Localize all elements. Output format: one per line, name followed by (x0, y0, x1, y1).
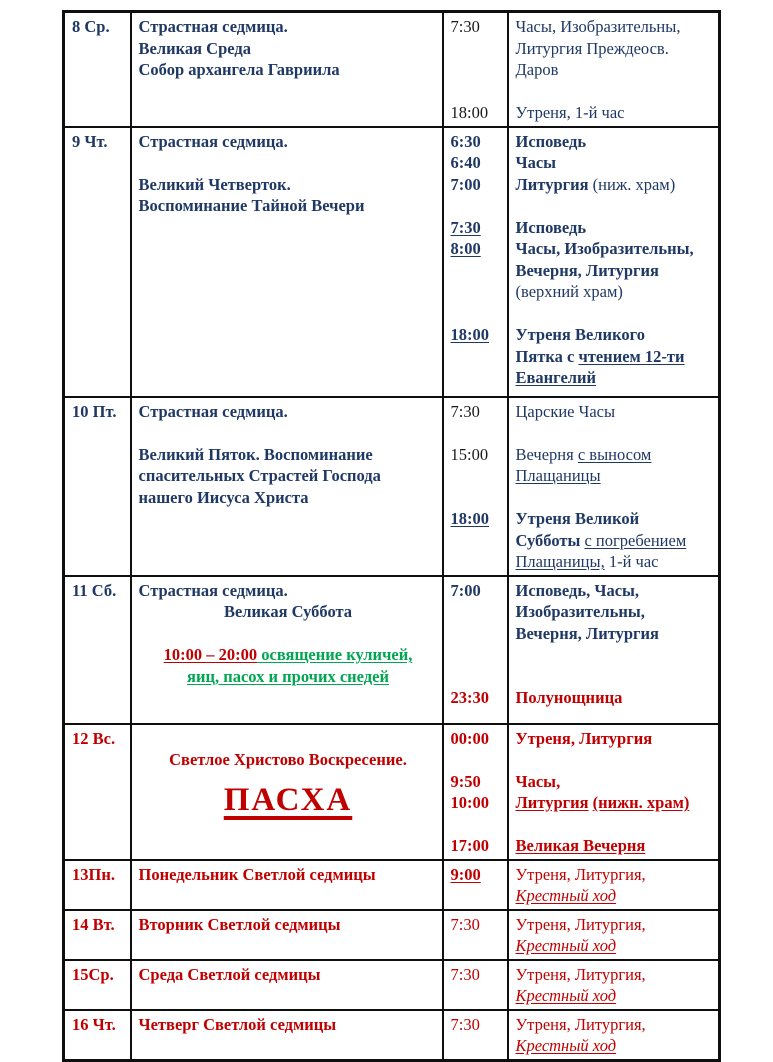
description-cell (131, 860, 443, 910)
description-cell (131, 127, 443, 397)
text-run: Литургия (515, 793, 589, 812)
text-run: Великая Суббота (223, 602, 353, 621)
text-run: Утреня, Литургия (515, 728, 653, 748)
text-line (451, 687, 503, 709)
text-line (72, 728, 126, 750)
text-run: 7:30 (450, 217, 481, 237)
text-line (516, 792, 715, 814)
text-run: Часы, (515, 771, 561, 791)
text-line (516, 16, 715, 38)
description-cell (131, 12, 443, 127)
text-run: Полунощница (515, 688, 623, 707)
text-line (451, 508, 503, 530)
text-run: Крестный ход (515, 886, 617, 905)
text-line (451, 728, 503, 750)
text-run: Часы (515, 153, 557, 172)
text-run: Страстная седмица. (138, 401, 288, 421)
text-line (139, 16, 438, 38)
text-line (516, 601, 715, 623)
text-run: 13Пн. (72, 864, 115, 884)
date-cell (64, 910, 131, 960)
description-cell (131, 910, 443, 960)
text-run: Страстная седмица. (138, 580, 288, 600)
text-line (139, 623, 438, 645)
text-run: 23:30 (450, 688, 489, 707)
text-run: Четверг Светлой седмицы (138, 1014, 337, 1034)
text-run: Утреня Великой (515, 509, 640, 528)
text-line (139, 601, 438, 623)
text-line (139, 749, 438, 771)
text-line (451, 835, 503, 857)
text-run: 8:00 (450, 239, 481, 258)
text-line (451, 914, 503, 936)
date-cell (64, 576, 131, 724)
text-run: Евангелий (515, 368, 597, 387)
service-cell (508, 724, 720, 860)
text-line (516, 687, 715, 709)
service-cell (508, 12, 720, 127)
text-line (516, 814, 715, 836)
text-run: 18:00 (450, 103, 489, 122)
date-cell (64, 960, 131, 1010)
text-line (516, 59, 715, 81)
text-line (451, 59, 503, 81)
text-line (451, 644, 503, 666)
text-run: 7:30 (450, 1014, 480, 1034)
text-line (451, 580, 503, 602)
text-line (72, 1014, 126, 1036)
text-line (516, 260, 715, 282)
text-run: Утреня, Литургия, (515, 864, 646, 884)
description-cell (131, 960, 443, 1010)
schedule-table-body (64, 12, 720, 1061)
text-run: 15Ср. (72, 964, 114, 984)
text-line (451, 444, 503, 466)
text-run: Субботы (515, 530, 585, 550)
text-line (139, 666, 438, 688)
text-run: Плащаницы, (515, 552, 605, 571)
text-run: Страстная седмица. (138, 17, 288, 36)
text-line (451, 195, 503, 217)
text-run: Литургия (515, 174, 589, 194)
text-run: с погребением (584, 530, 687, 550)
table-row (64, 397, 720, 576)
table-row (64, 12, 720, 127)
text-line (451, 16, 503, 38)
text-line (516, 152, 715, 174)
text-line (139, 465, 438, 487)
text-line (516, 367, 715, 389)
text-line (451, 131, 503, 153)
text-run: 17:00 (450, 836, 489, 855)
service-cell (508, 127, 720, 397)
text-line (451, 1014, 503, 1036)
text-run: Литургия Преждеосв. (515, 38, 669, 58)
text-line (516, 666, 715, 688)
text-run: Вторник Светлой седмицы (138, 914, 341, 934)
text-run: 1-й час (604, 552, 659, 571)
text-run: Крестный ход (515, 936, 617, 955)
text-run: Великий Пяток. Воспоминание (138, 444, 373, 464)
text-line (139, 401, 438, 423)
text-run: Часы, Изобразительны, (515, 239, 694, 258)
service-cell (508, 397, 720, 576)
text-line (72, 964, 126, 986)
date-cell (64, 1010, 131, 1061)
text-run: 6:30 (450, 131, 481, 151)
text-line (516, 401, 715, 423)
text-line (72, 914, 126, 936)
service-cell (508, 576, 720, 724)
text-run: Утреня, Литургия, (515, 914, 646, 934)
text-run: Утреня, Литургия, (515, 964, 646, 984)
text-line (72, 131, 126, 153)
service-cell (508, 910, 720, 960)
text-run: (ниж. храм) (588, 174, 676, 194)
text-line (516, 864, 715, 886)
text-run: 14 Вт. (72, 914, 115, 934)
text-line (516, 728, 715, 750)
text-run: 18:00 (450, 509, 489, 528)
text-line (516, 885, 715, 907)
text-run: Крестный ход (515, 1036, 617, 1055)
description-cell (131, 724, 443, 860)
text-line (516, 644, 715, 666)
table-row (64, 724, 720, 860)
text-run: 12 Вс. (72, 728, 116, 748)
text-line (139, 195, 438, 217)
text-line (451, 964, 503, 986)
text-run: спасительных Страстей Господа (138, 466, 381, 485)
text-line (139, 174, 438, 196)
text-line (516, 935, 715, 957)
text-run: Среда Светлой седмицы (138, 964, 321, 984)
text-line (451, 401, 503, 423)
text-run: 7:30 (450, 964, 480, 984)
text-run: Собор архангела Гавриила (138, 60, 340, 79)
text-run: 9 Чт. (72, 131, 108, 151)
text-run: Плащаницы (515, 466, 601, 485)
table-row (64, 576, 720, 724)
text-run: 10:00 – 20:00 (163, 645, 258, 664)
text-run: 7:30 (450, 401, 480, 421)
text-run: Утреня, Литургия, (515, 1014, 646, 1034)
text-run: Великая Вечерня (515, 836, 646, 855)
text-line (451, 422, 503, 444)
text-run: Даров (515, 60, 559, 79)
text-run: 16 Чт. (72, 1014, 116, 1034)
text-line (451, 260, 503, 282)
table-row (64, 860, 720, 910)
text-line (516, 985, 715, 1007)
text-run: (нижн. храм) (592, 793, 690, 812)
text-line (516, 324, 715, 346)
text-line (516, 487, 715, 509)
text-line (139, 152, 438, 174)
time-cell (443, 724, 508, 860)
time-cell (443, 576, 508, 724)
text-run: Пятка с (515, 346, 579, 366)
table-row (64, 910, 720, 960)
text-run: Исповедь (515, 217, 587, 237)
text-line (451, 238, 503, 260)
text-run: Страстная седмица. (138, 131, 288, 151)
text-line (139, 487, 438, 509)
text-line (451, 814, 503, 836)
text-line (139, 771, 438, 823)
text-line (516, 303, 715, 325)
text-run: 10:00 (450, 793, 489, 812)
time-cell (443, 960, 508, 1010)
text-line (139, 444, 438, 466)
text-line (516, 508, 715, 530)
text-line (516, 623, 715, 645)
text-line (451, 623, 503, 645)
text-line (139, 422, 438, 444)
description-cell (131, 397, 443, 576)
text-run: Исповедь (515, 131, 587, 151)
text-line (72, 580, 126, 602)
text-line (516, 749, 715, 771)
text-run: 18:00 (450, 325, 489, 344)
date-cell (64, 127, 131, 397)
text-run: 9:50 (450, 771, 481, 791)
text-line (451, 303, 503, 325)
text-run: Воспоминание Тайной Вечери (138, 196, 365, 215)
text-line (516, 771, 715, 793)
text-run: 7:30 (450, 914, 480, 934)
text-run: освящение куличей, (257, 645, 413, 664)
text-run: 00:00 (450, 728, 489, 748)
text-line (451, 465, 503, 487)
text-line (451, 102, 503, 124)
time-cell (443, 860, 508, 910)
text-line (516, 238, 715, 260)
text-run: 7:30 (450, 17, 480, 36)
text-line (451, 601, 503, 623)
text-line (516, 174, 715, 196)
text-run: Великий Четверток. (138, 174, 291, 194)
service-cell (508, 860, 720, 910)
text-line (451, 152, 503, 174)
table-row (64, 127, 720, 397)
text-line (516, 530, 715, 552)
text-line (451, 749, 503, 771)
text-line (139, 59, 438, 81)
text-line (516, 964, 715, 986)
text-run: Вечерня (515, 444, 578, 464)
time-cell (443, 397, 508, 576)
text-line (139, 728, 438, 750)
description-cell (131, 1010, 443, 1061)
text-line (516, 217, 715, 239)
text-run: чтением 12-ти (578, 346, 685, 366)
date-cell (64, 397, 131, 576)
table-row (64, 960, 720, 1010)
text-line (451, 324, 503, 346)
text-line (516, 38, 715, 60)
text-run: 11 Сб. (72, 580, 117, 600)
text-run: Светлое Христово Воскресение. (169, 750, 407, 769)
text-line (516, 551, 715, 573)
text-run: 9:00 (450, 864, 481, 884)
text-run: 7:00 (450, 580, 481, 600)
text-run: Царские Часы (515, 401, 616, 421)
time-cell (443, 910, 508, 960)
text-line (516, 81, 715, 103)
time-cell (443, 127, 508, 397)
text-line (72, 401, 126, 423)
text-run: Крестный ход (515, 986, 617, 1005)
text-line (451, 864, 503, 886)
text-line (139, 131, 438, 153)
text-run: Часы, Изобразительны, (515, 17, 681, 36)
text-line (451, 174, 503, 196)
text-line (451, 487, 503, 509)
schedule-table (62, 10, 721, 1062)
text-run: нашего Иисуса Христа (138, 487, 309, 507)
text-line (451, 81, 503, 103)
service-cell (508, 960, 720, 1010)
text-line (139, 964, 438, 986)
text-run: яиц, пасох и прочих снедей (187, 666, 389, 686)
table-row (64, 1010, 720, 1061)
text-line (451, 38, 503, 60)
text-line (451, 217, 503, 239)
time-cell (443, 1010, 508, 1061)
text-line (451, 281, 503, 303)
text-line (516, 1014, 715, 1036)
service-cell (508, 1010, 720, 1061)
text-line (516, 835, 715, 857)
text-line (451, 771, 503, 793)
text-line (516, 914, 715, 936)
date-cell (64, 860, 131, 910)
text-run: с выносом (577, 444, 652, 464)
text-line (72, 16, 126, 38)
text-run: Великая Среда (138, 38, 251, 58)
text-line (451, 792, 503, 814)
text-line (139, 580, 438, 602)
text-line (516, 281, 715, 303)
text-line (516, 465, 715, 487)
text-line (139, 914, 438, 936)
text-line (139, 644, 438, 666)
text-line (516, 346, 715, 368)
text-run: Исповедь, Часы, (515, 580, 640, 600)
text-run: 8 Ср. (72, 17, 110, 36)
text-run: 10 Пт. (72, 401, 117, 421)
text-run: ПАСХА (223, 781, 353, 818)
text-line (72, 864, 126, 886)
text-run: 7:00 (450, 174, 481, 194)
text-line (451, 666, 503, 688)
text-line (516, 1035, 715, 1057)
text-run: Изобразительны, (515, 602, 645, 621)
text-run: Вечерня, Литургия (515, 623, 659, 643)
text-line (516, 195, 715, 217)
text-run: 6:40 (450, 153, 481, 172)
date-cell (64, 724, 131, 860)
text-run: 15:00 (450, 444, 489, 464)
text-line (516, 580, 715, 602)
text-run: Вечерня, Литургия (515, 260, 659, 280)
text-run: Утреня Великого (515, 325, 645, 344)
text-line (139, 864, 438, 886)
text-line (516, 422, 715, 444)
text-line (139, 1014, 438, 1036)
text-line (516, 102, 715, 124)
text-run: Понедельник Светлой седмицы (138, 864, 376, 884)
text-run: (верхний храм) (515, 282, 623, 301)
date-cell (64, 12, 131, 127)
text-run: Утреня, 1-й час (515, 103, 625, 122)
text-line (516, 131, 715, 153)
time-cell (443, 12, 508, 127)
description-cell (131, 576, 443, 724)
text-line (516, 444, 715, 466)
text-line (139, 38, 438, 60)
